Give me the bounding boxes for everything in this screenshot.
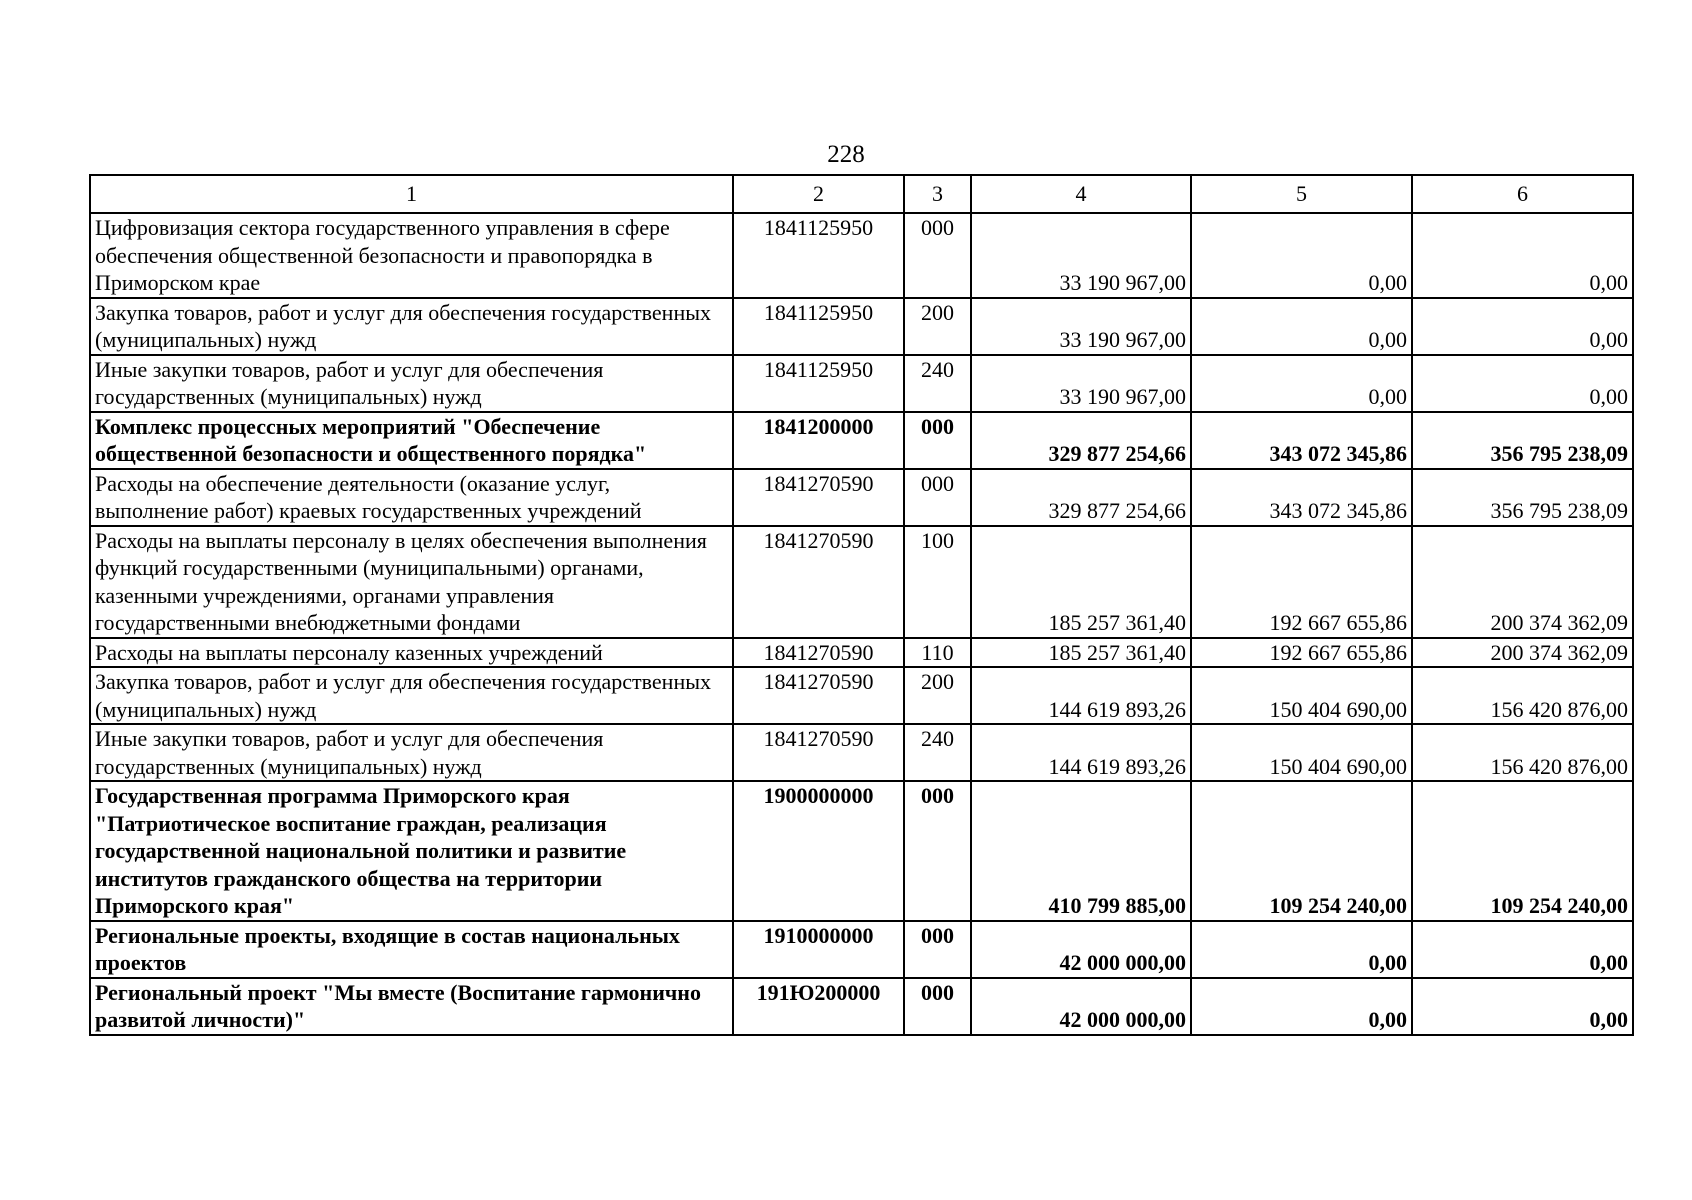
budget-table — [89, 174, 1634, 1036]
column-header: 3 — [904, 175, 971, 213]
expense-type-code: 000 — [904, 921, 971, 978]
item-name: Расходы на выплаты персоналу в целях обеспечения выполнения функций государственными (муниципальными) органами, казенными учреждениями, органами управления государственными внебюджетными фондами — [90, 526, 733, 638]
table-row — [90, 298, 1633, 355]
amount-col-5: 109 254 240,00 — [1191, 781, 1412, 921]
target-article-code: 1841270590 — [733, 667, 904, 724]
table-row — [90, 781, 1633, 921]
expense-type-code: 000 — [904, 412, 971, 469]
target-article-code: 1841270590 — [733, 469, 904, 526]
table-row — [90, 469, 1633, 526]
amount-col-5: 343 072 345,86 — [1191, 469, 1412, 526]
table-row — [90, 355, 1633, 412]
amount-col-4: 144 619 893,26 — [971, 667, 1191, 724]
amount-col-4: 33 190 967,00 — [971, 355, 1191, 412]
amount-col-6: 0,00 — [1412, 921, 1633, 978]
amount-col-6: 356 795 238,09 — [1412, 469, 1633, 526]
target-article-code: 1841125950 — [733, 298, 904, 355]
target-article-code: 1841270590 — [733, 526, 904, 638]
target-article-code: 1841270590 — [733, 638, 904, 668]
amount-col-6: 0,00 — [1412, 298, 1633, 355]
column-header: 2 — [733, 175, 904, 213]
expense-type-code: 000 — [904, 213, 971, 298]
item-name: Государственная программа Приморского края "Патриотическое воспитание граждан, реализация государственной национальной политики и развитие институтов гражданского общества на территории Приморского края" — [90, 781, 733, 921]
amount-col-5: 150 404 690,00 — [1191, 667, 1412, 724]
table-header-row — [90, 175, 1633, 213]
amount-col-4: 144 619 893,26 — [971, 724, 1191, 781]
amount-col-5: 0,00 — [1191, 355, 1412, 412]
amount-col-4: 329 877 254,66 — [971, 412, 1191, 469]
item-name: Иные закупки товаров, работ и услуг для обеспечения государственных (муниципальных) нужд — [90, 724, 733, 781]
amount-col-5: 192 667 655,86 — [1191, 638, 1412, 668]
amount-col-4: 185 257 361,40 — [971, 638, 1191, 668]
table-row — [90, 667, 1633, 724]
item-name: Комплекс процессных мероприятий "Обеспечение общественной безопасности и общественного порядка" — [90, 412, 733, 469]
expense-type-code: 200 — [904, 667, 971, 724]
target-article-code: 1841125950 — [733, 355, 904, 412]
table-row — [90, 526, 1633, 638]
item-name: Закупка товаров, работ и услуг для обеспечения государственных (муниципальных) нужд — [90, 298, 733, 355]
expense-type-code: 200 — [904, 298, 971, 355]
amount-col-6: 156 420 876,00 — [1412, 667, 1633, 724]
expense-type-code: 110 — [904, 638, 971, 668]
table-row — [90, 213, 1633, 298]
amount-col-4: 42 000 000,00 — [971, 921, 1191, 978]
column-header: 1 — [90, 175, 733, 213]
amount-col-6: 200 374 362,09 — [1412, 526, 1633, 638]
amount-col-5: 0,00 — [1191, 978, 1412, 1035]
amount-col-6: 356 795 238,09 — [1412, 412, 1633, 469]
column-header: 5 — [1191, 175, 1412, 213]
column-header: 4 — [971, 175, 1191, 213]
expense-type-code: 100 — [904, 526, 971, 638]
expense-type-code: 000 — [904, 978, 971, 1035]
target-article-code: 1841125950 — [733, 213, 904, 298]
amount-col-5: 150 404 690,00 — [1191, 724, 1412, 781]
amount-col-6: 200 374 362,09 — [1412, 638, 1633, 668]
amount-col-6: 0,00 — [1412, 355, 1633, 412]
amount-col-5: 0,00 — [1191, 298, 1412, 355]
amount-col-5: 192 667 655,86 — [1191, 526, 1412, 638]
item-name: Закупка товаров, работ и услуг для обеспечения государственных (муниципальных) нужд — [90, 667, 733, 724]
amount-col-6: 0,00 — [1412, 213, 1633, 298]
target-article-code: 191Ю200000 — [733, 978, 904, 1035]
table-row — [90, 921, 1633, 978]
target-article-code: 1910000000 — [733, 921, 904, 978]
amount-col-4: 33 190 967,00 — [971, 213, 1191, 298]
amount-col-4: 33 190 967,00 — [971, 298, 1191, 355]
amount-col-5: 0,00 — [1191, 213, 1412, 298]
target-article-code: 1900000000 — [733, 781, 904, 921]
amount-col-4: 185 257 361,40 — [971, 526, 1191, 638]
page-number: 228 — [827, 141, 865, 168]
amount-col-4: 42 000 000,00 — [971, 978, 1191, 1035]
amount-col-6: 109 254 240,00 — [1412, 781, 1633, 921]
item-name: Иные закупки товаров, работ и услуг для обеспечения государственных (муниципальных) нужд — [90, 355, 733, 412]
item-name: Региональный проект "Мы вместе (Воспитание гармонично развитой личности)" — [90, 978, 733, 1035]
amount-col-6: 0,00 — [1412, 978, 1633, 1035]
item-name: Расходы на обеспечение деятельности (оказание услуг, выполнение работ) краевых государственных учреждений — [90, 469, 733, 526]
item-name: Региональные проекты, входящие в состав национальных проектов — [90, 921, 733, 978]
amount-col-4: 329 877 254,66 — [971, 469, 1191, 526]
table-row — [90, 978, 1633, 1035]
table-row — [90, 638, 1633, 668]
expense-type-code: 240 — [904, 724, 971, 781]
table-row — [90, 724, 1633, 781]
target-article-code: 1841270590 — [733, 724, 904, 781]
amount-col-6: 156 420 876,00 — [1412, 724, 1633, 781]
expense-type-code: 240 — [904, 355, 971, 412]
column-header: 6 — [1412, 175, 1633, 213]
expense-type-code: 000 — [904, 781, 971, 921]
amount-col-5: 0,00 — [1191, 921, 1412, 978]
item-name: Расходы на выплаты персоналу казенных учреждений — [90, 638, 733, 668]
target-article-code: 1841200000 — [733, 412, 904, 469]
table-row — [90, 412, 1633, 469]
expense-type-code: 000 — [904, 469, 971, 526]
item-name: Цифровизация сектора государственного управления в сфере обеспечения общественной безопасности и правопорядка в Приморском крае — [90, 213, 733, 298]
amount-col-5: 343 072 345,86 — [1191, 412, 1412, 469]
amount-col-4: 410 799 885,00 — [971, 781, 1191, 921]
